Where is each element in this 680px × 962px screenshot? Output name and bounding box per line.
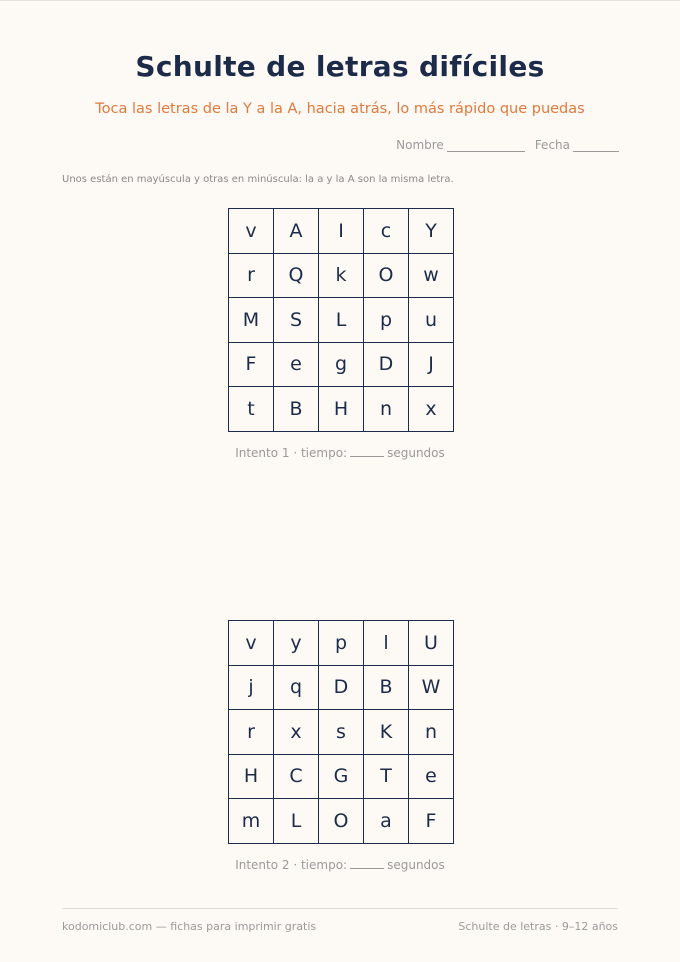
grid-cell[interactable]: r xyxy=(229,253,274,298)
attempt-2-prefix: Intento 2 · tiempo: xyxy=(235,858,348,872)
grid-cell[interactable]: B xyxy=(274,387,319,432)
grid-cell[interactable]: s xyxy=(319,710,364,755)
grid-cell[interactable]: Y xyxy=(409,209,454,254)
attempt-2-blank-line xyxy=(350,858,384,869)
grid-row xyxy=(229,710,454,755)
grid-row xyxy=(229,665,454,710)
name-date-fields xyxy=(396,138,619,152)
grid-cell[interactable]: A xyxy=(274,209,319,254)
grid-cell[interactable]: x xyxy=(409,387,454,432)
schulte-grid-1 xyxy=(228,208,454,432)
page-title: Schulte de letras difíciles xyxy=(135,50,545,83)
grid-row xyxy=(229,342,454,387)
grid-cell[interactable]: k xyxy=(319,253,364,298)
grid-cell[interactable]: T xyxy=(364,754,409,799)
grid-cell[interactable]: J xyxy=(409,342,454,387)
grid-row xyxy=(229,209,454,254)
grid-cell[interactable]: n xyxy=(364,387,409,432)
grid-cell[interactable]: c xyxy=(364,209,409,254)
grid-cell[interactable]: K xyxy=(364,710,409,755)
grid-cell[interactable]: B xyxy=(364,665,409,710)
grid-cell[interactable]: C xyxy=(274,754,319,799)
grid-cell[interactable]: D xyxy=(364,342,409,387)
grid-cell[interactable]: I xyxy=(319,209,364,254)
grid-cell[interactable]: H xyxy=(319,387,364,432)
name-blank-line xyxy=(447,139,525,152)
grid-cell[interactable]: r xyxy=(229,710,274,755)
footer-site: kodomiclub.com — fichas para imprimir gratis xyxy=(62,920,317,933)
grid-cell[interactable]: p xyxy=(364,298,409,343)
attempt-1-time xyxy=(0,446,680,460)
instruction-note: Unos están en mayúscula y otras en minúscula: la a y la A son la misma letra. xyxy=(62,174,454,185)
name-label: Nombre xyxy=(396,138,444,152)
grid-cell[interactable]: l xyxy=(364,621,409,666)
grid-row xyxy=(229,298,454,343)
grid-cell[interactable]: j xyxy=(229,665,274,710)
grid-cell[interactable]: G xyxy=(319,754,364,799)
page-subtitle: Toca las letras de la Y a la A, hacia atrás, lo más rápido que puedas xyxy=(95,101,585,117)
grid-cell[interactable]: n xyxy=(409,710,454,755)
attempt-1-suffix: segundos xyxy=(387,446,445,460)
grid-cell[interactable]: H xyxy=(229,754,274,799)
grid-cell[interactable]: O xyxy=(319,799,364,844)
grid-cell[interactable]: S xyxy=(274,298,319,343)
grid-cell[interactable]: F xyxy=(229,342,274,387)
grid-cell[interactable]: L xyxy=(274,799,319,844)
grid-cell[interactable]: w xyxy=(409,253,454,298)
grid-cell[interactable]: g xyxy=(319,342,364,387)
grid-row xyxy=(229,621,454,666)
grid-cell[interactable]: D xyxy=(319,665,364,710)
grid-cell[interactable]: L xyxy=(319,298,364,343)
grid-row xyxy=(229,253,454,298)
grid-cell[interactable]: t xyxy=(229,387,274,432)
footer-worksheet-info: Schulte de letras · 9–12 años xyxy=(458,920,618,933)
grid-cell[interactable]: O xyxy=(364,253,409,298)
attempt-2-time xyxy=(0,858,680,872)
grid-cell[interactable]: y xyxy=(274,621,319,666)
grid-cell[interactable]: W xyxy=(409,665,454,710)
date-blank-line xyxy=(573,139,619,152)
top-border xyxy=(0,0,680,1)
grid-cell[interactable]: m xyxy=(229,799,274,844)
grid-cell[interactable]: Q xyxy=(274,253,319,298)
schulte-grid-2 xyxy=(228,620,454,844)
attempt-1-blank-line xyxy=(350,446,384,457)
grid-cell[interactable]: p xyxy=(319,621,364,666)
grid-cell[interactable]: v xyxy=(229,209,274,254)
date-label: Fecha xyxy=(534,138,570,152)
grid-cell[interactable]: M xyxy=(229,298,274,343)
attempt-2-suffix: segundos xyxy=(387,858,445,872)
grid-cell[interactable]: e xyxy=(274,342,319,387)
grid-row xyxy=(229,754,454,799)
grid-cell[interactable]: v xyxy=(229,621,274,666)
grid-cell[interactable]: a xyxy=(364,799,409,844)
grid-cell[interactable]: U xyxy=(409,621,454,666)
attempt-1-prefix: Intento 1 · tiempo: xyxy=(235,446,348,460)
footer-divider xyxy=(62,908,618,909)
grid-cell[interactable]: e xyxy=(409,754,454,799)
grid-row xyxy=(229,799,454,844)
grid-cell[interactable]: x xyxy=(274,710,319,755)
grid-row xyxy=(229,387,454,432)
grid-cell[interactable]: u xyxy=(409,298,454,343)
grid-cell[interactable]: F xyxy=(409,799,454,844)
grid-cell[interactable]: q xyxy=(274,665,319,710)
